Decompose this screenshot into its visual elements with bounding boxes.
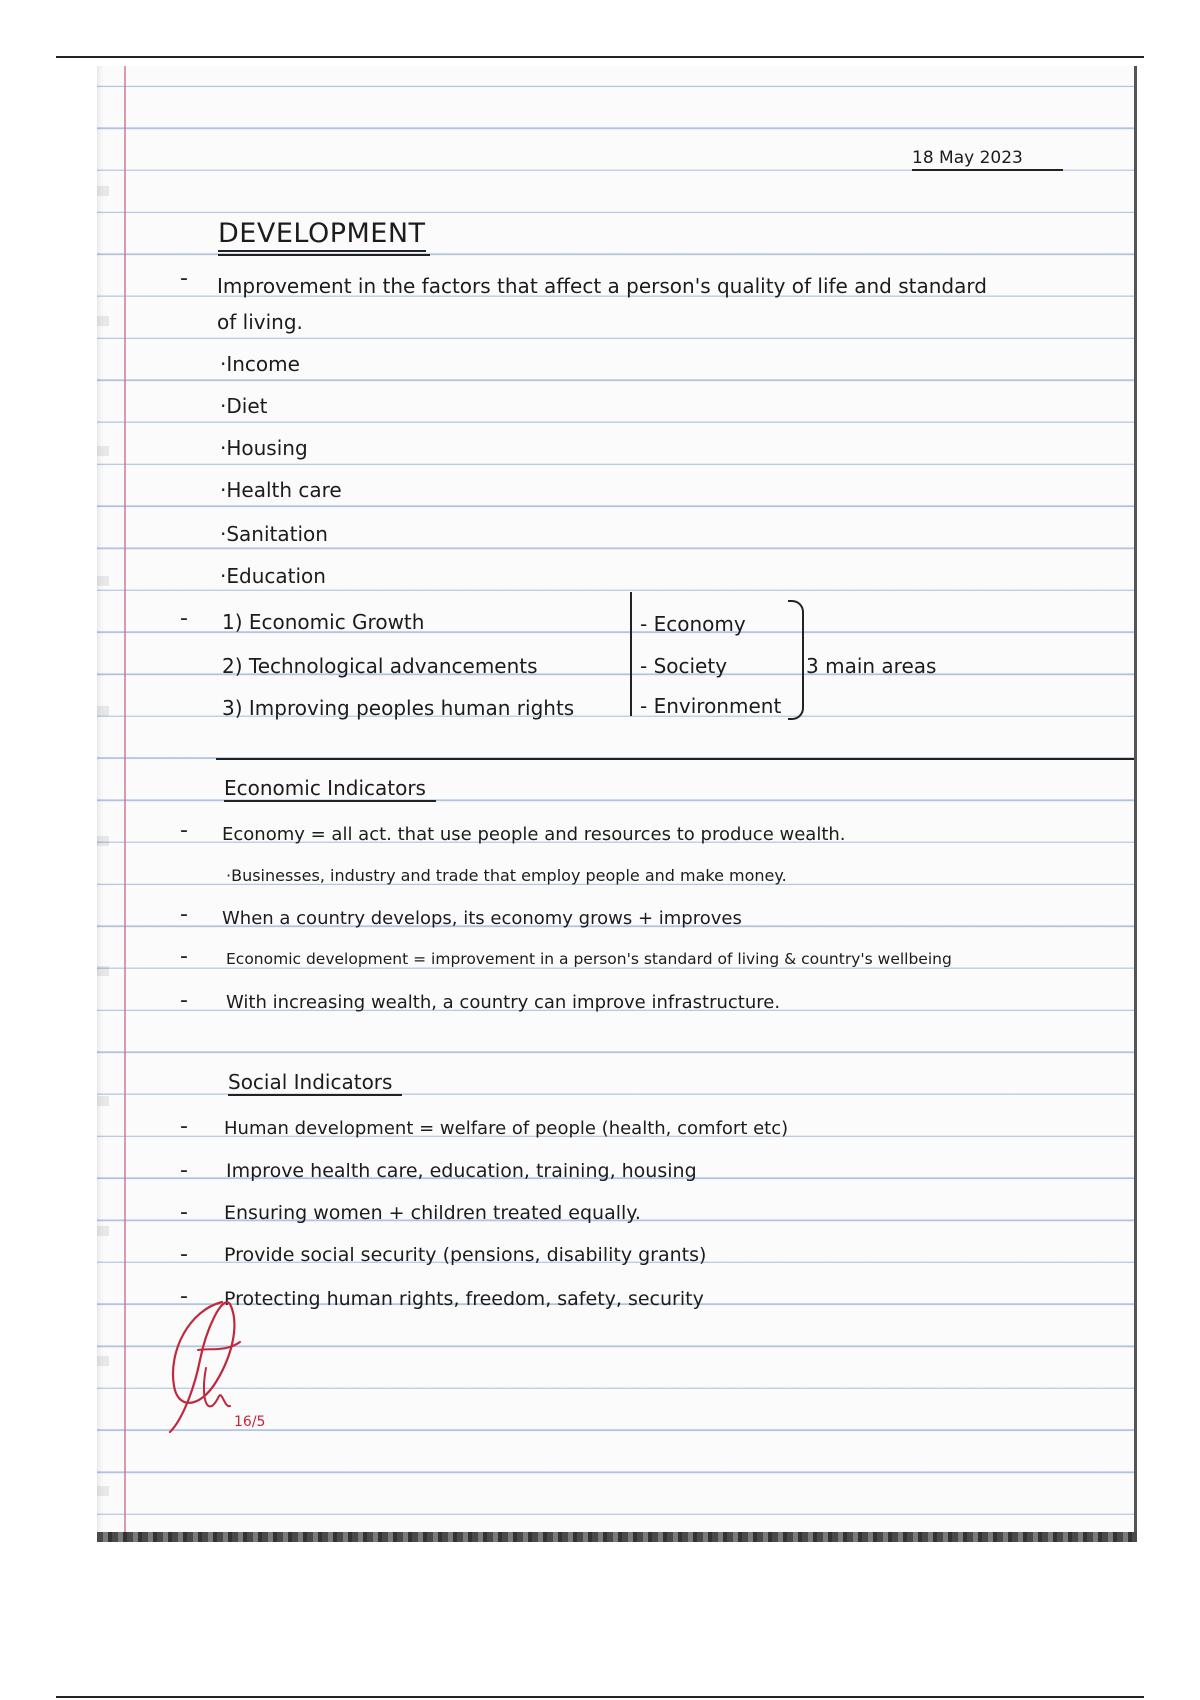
factor-item: ·Income: [220, 352, 300, 376]
factor-item: ·Sanitation: [220, 522, 328, 546]
social-line: Improve health care, education, training, housing: [226, 1160, 697, 1182]
margin-line: [124, 66, 126, 1536]
bullet-dash: -: [180, 1284, 188, 1309]
intro-line-2: of living.: [217, 310, 303, 334]
driver-item: 2) Technological advancements: [222, 654, 538, 678]
economic-indicators-heading: Economic Indicators: [224, 778, 436, 802]
page-title: DEVELOPMENT: [218, 220, 426, 252]
date: 18 May 2023: [912, 150, 1063, 171]
social-line: Protecting human rights, freedom, safety, security: [224, 1288, 704, 1310]
area-item: - Economy: [640, 612, 746, 636]
social-line: Human development = welfare of people (health, comfort etc): [224, 1118, 789, 1139]
bullet-dash: -: [180, 1200, 188, 1225]
brace: [788, 600, 804, 720]
factor-item: ·Health care: [220, 478, 342, 502]
intro-line-1: Improvement in the factors that affect a person's quality of life and standard: [217, 274, 987, 298]
bullet-dash: -: [180, 1158, 188, 1183]
area-item: - Environment: [640, 694, 782, 718]
page-edge: [97, 66, 109, 1536]
svg-text:16/5: 16/5: [234, 1414, 266, 1430]
bullet-dash: -: [180, 988, 188, 1013]
economic-line: ·Businesses, industry and trade that employ people and make money.: [226, 866, 787, 885]
economic-line: Economic development = improvement in a person's standard of living & country's wellbeing: [226, 950, 952, 968]
areas-label: 3 main areas: [806, 654, 937, 678]
economic-line: With increasing wealth, a country can improve infrastructure.: [226, 992, 781, 1013]
social-line: Provide social security (pensions, disability grants): [224, 1244, 707, 1266]
factor-item: ·Education: [220, 564, 326, 588]
page-bottom-rule: [56, 1696, 1144, 1698]
factor-item: ·Housing: [220, 436, 308, 460]
bullet-dash: -: [180, 1114, 188, 1139]
economic-line: Economy = all act. that use people and resources to produce wealth.: [222, 824, 846, 845]
bullet-dash: -: [180, 606, 188, 631]
bullet-dash: -: [180, 818, 188, 843]
economic-line: When a country develops, its economy grows + improves: [222, 908, 742, 929]
driver-item: 1) Economic Growth: [222, 610, 425, 634]
signature-mark: [160, 1290, 270, 1440]
paper-torn-edge: [97, 1532, 1137, 1542]
social-indicators-heading: Social Indicators: [228, 1072, 402, 1096]
driver-item: 3) Improving peoples human rights: [222, 696, 575, 720]
bullet-dash: -: [180, 902, 188, 927]
bullet-dash: -: [180, 944, 188, 969]
section-separator: [216, 758, 1134, 760]
area-item: - Society: [640, 654, 728, 678]
bullet-dash: -: [180, 1242, 188, 1267]
table-divider: [630, 592, 632, 716]
page-top-rule: [56, 56, 1144, 58]
factor-item: ·Diet: [220, 394, 268, 418]
social-line: Ensuring women + children treated equally.: [224, 1202, 641, 1224]
bullet-dash: -: [180, 266, 188, 291]
